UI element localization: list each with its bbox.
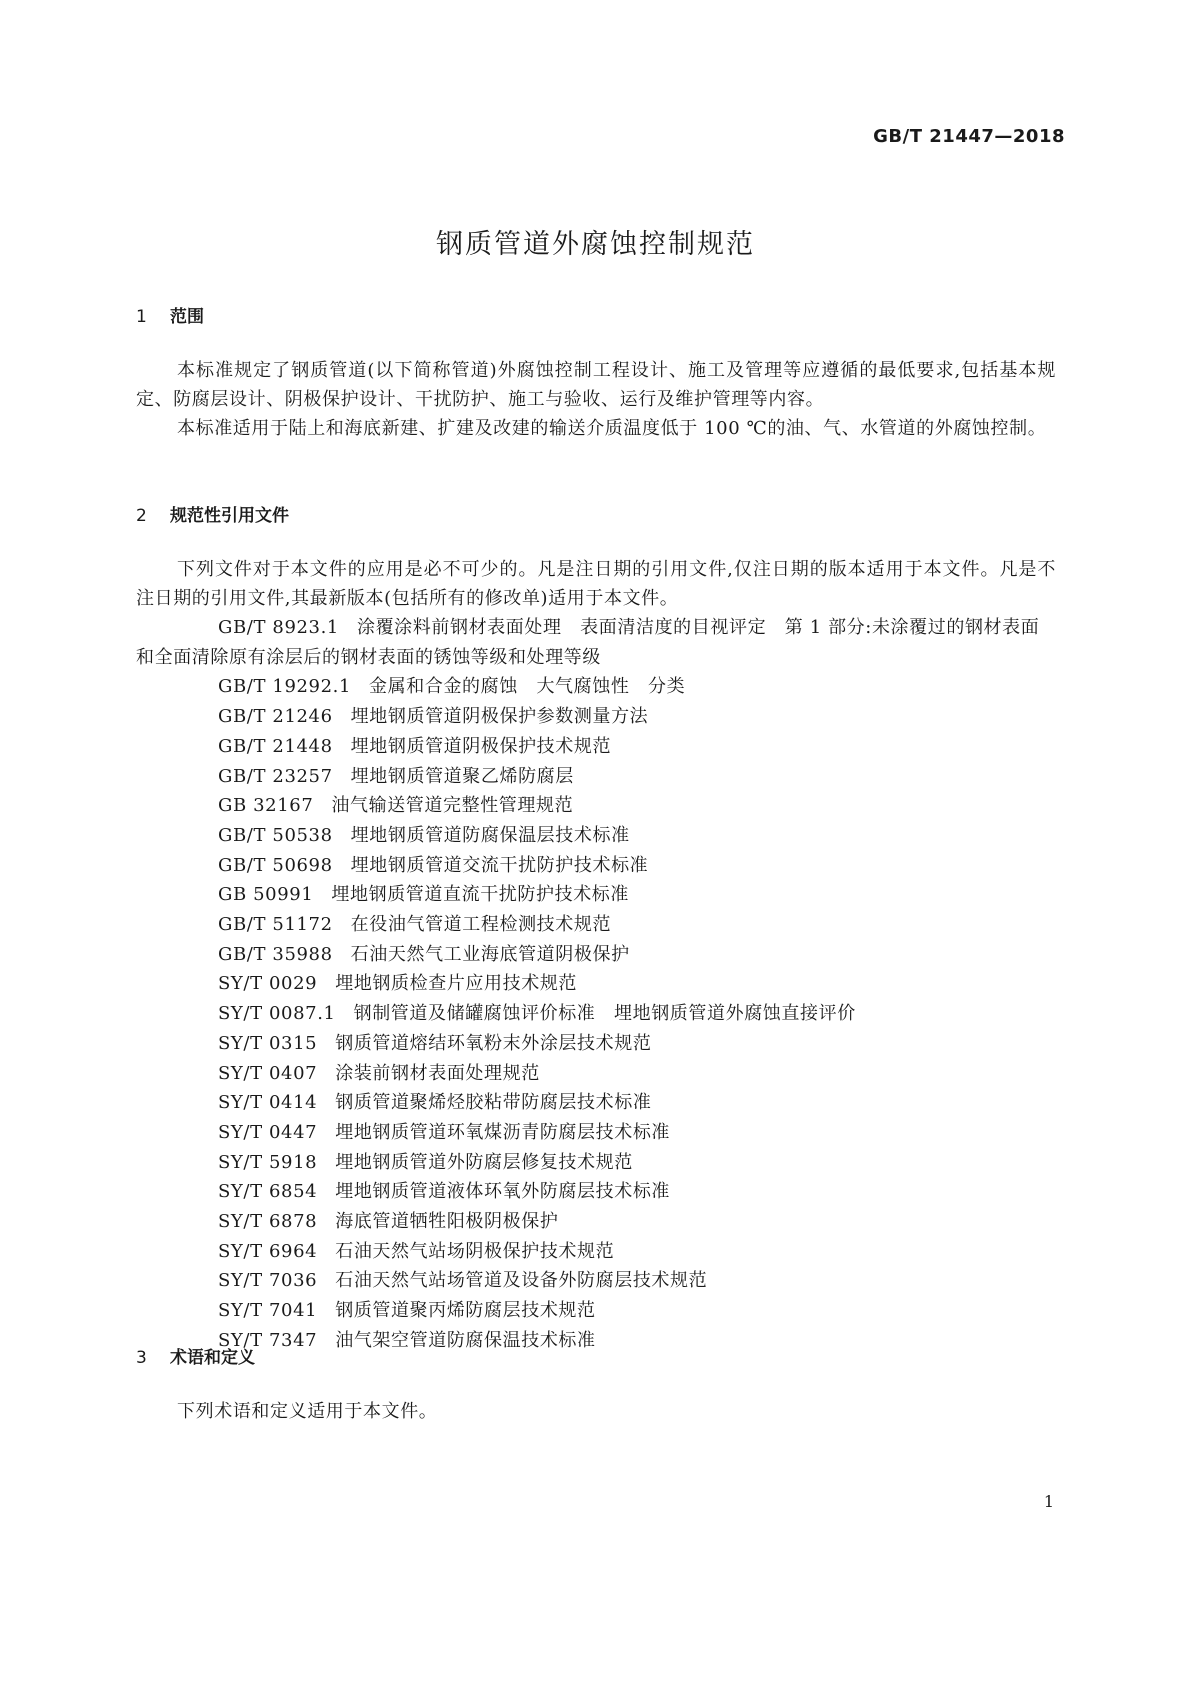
reference-title: 海底管道牺牲阳极阴极保护	[335, 1211, 559, 1233]
reference-item	[136, 1118, 1056, 1148]
reference-code: SY/T 7347	[218, 1329, 318, 1351]
reference-title: 钢制管道及储罐腐蚀评价标准 埋地钢质管道外腐蚀直接评价	[353, 1003, 856, 1025]
section-3-number: 3	[136, 1348, 147, 1368]
section-2-body	[136, 555, 1056, 1356]
section-2-paragraph-1: 下列文件对于本文件的应用是必不可少的。凡是注日期的引用文件,仅注日期的版本适用于本文件。凡是不注日期的引用文件,其最新版本(包括所有的修改单)适用于本文件。	[136, 559, 1056, 609]
page-number: 1	[1043, 1492, 1054, 1511]
reference-code: GB/T 51172	[218, 914, 333, 936]
section-2-title: 规范性引用文件	[170, 506, 289, 526]
reference-item	[136, 969, 1056, 999]
reference-item	[136, 940, 1056, 970]
reference-item	[136, 999, 1056, 1029]
section-1-paragraph-2: 本标准适用于陆上和海底新建、扩建及改建的输送介质温度低于 100 ℃的油、气、水管道的外腐蚀控制。	[177, 418, 1047, 439]
reference-code: GB 50991	[218, 884, 314, 906]
reference-item	[136, 1207, 1056, 1237]
section-1-heading	[136, 302, 204, 327]
reference-title: 油气输送管道完整性管理规范	[331, 795, 574, 817]
reference-code: GB/T 23257	[218, 765, 333, 787]
reference-code: SY/T 6878	[218, 1211, 318, 1233]
reference-title: 石油天然气站场阴极保护技术规范	[335, 1240, 615, 1262]
reference-title: 金属和合金的腐蚀 大气腐蚀性 分类	[369, 676, 686, 698]
reference-item	[136, 672, 1056, 702]
reference-code: SY/T 7041	[218, 1300, 318, 1322]
section-3-title: 术语和定义	[170, 1348, 255, 1368]
reference-title: 埋地钢质管道聚乙烯防腐层	[350, 765, 574, 787]
reference-title: 埋地钢质检查片应用技术规范	[335, 973, 578, 995]
reference-item	[136, 613, 1056, 672]
reference-item	[136, 1266, 1056, 1296]
section-2-number: 2	[136, 506, 147, 526]
normative-references-list	[136, 613, 1056, 1356]
section-1-number: 1	[136, 307, 147, 327]
section-1-paragraph-1: 本标准规定了钢质管道(以下简称管道)外腐蚀控制工程设计、施工及管理等应遵循的最低要求,包括基本规定、防腐层设计、阴极保护设计、干扰防护、施工与验收、运行及维护管理等内容。	[136, 360, 1056, 410]
reference-title: 钢质管道熔结环氧粉末外涂层技术规范	[335, 1032, 652, 1054]
reference-title: 埋地钢质管道液体环氧外防腐层技术标准	[335, 1181, 671, 1203]
reference-code: SY/T 0315	[218, 1032, 318, 1054]
reference-item	[136, 821, 1056, 851]
standard-code: GB/T 21447—2018	[873, 126, 1065, 147]
reference-code: GB/T 50538	[218, 824, 333, 846]
section-2-heading	[136, 501, 289, 526]
reference-title: 涂装前钢材表面处理规范	[335, 1062, 540, 1084]
reference-item	[136, 1059, 1056, 1089]
section-3-body	[136, 1397, 1056, 1426]
reference-item	[136, 702, 1056, 732]
reference-title: 埋地钢质管道阴极保护技术规范	[350, 735, 612, 757]
reference-title: 埋地钢质管道环氧煤沥青防腐层技术标准	[335, 1121, 671, 1143]
reference-code: GB/T 21448	[218, 735, 333, 757]
reference-title: 埋地钢质管道防腐保温层技术标准	[350, 824, 630, 846]
reference-title: 涂覆涂料前钢材表面处理 表面清洁度的目视评定 第 1 部分:未涂覆过的钢材表面和全面清除原有涂层后的钢材表面的锈蚀等级和处理等级	[136, 617, 1040, 668]
reference-code: SY/T 6964	[218, 1240, 318, 1262]
reference-item	[136, 1326, 1056, 1356]
reference-title: 埋地钢质管道直流干扰防护技术标准	[331, 884, 629, 906]
section-3-heading	[136, 1343, 255, 1368]
reference-code: SY/T 0447	[218, 1121, 318, 1143]
reference-title: 在役油气管道工程检测技术规范	[350, 914, 612, 936]
reference-code: SY/T 0407	[218, 1062, 318, 1084]
reference-code: GB/T 21246	[218, 706, 333, 728]
reference-code: SY/T 6854	[218, 1181, 318, 1203]
reference-item	[136, 910, 1056, 940]
reference-code: SY/T 5918	[218, 1151, 318, 1173]
reference-title: 石油天然气工业海底管道阴极保护	[350, 943, 630, 965]
reference-title: 埋地钢质管道外防腐层修复技术规范	[335, 1151, 633, 1173]
reference-item	[136, 880, 1056, 910]
reference-item	[136, 1237, 1056, 1267]
document-title: 钢质管道外腐蚀控制规范	[436, 229, 755, 260]
reference-title: 埋地钢质管道交流干扰防护技术标准	[350, 854, 649, 876]
reference-item	[136, 1148, 1056, 1178]
reference-item	[136, 1088, 1056, 1118]
reference-item	[136, 851, 1056, 881]
section-1-body	[136, 356, 1056, 443]
reference-item	[136, 762, 1056, 792]
reference-item	[136, 1177, 1056, 1207]
reference-title: 石油天然气站场管道及设备外防腐层技术规范	[335, 1270, 708, 1292]
reference-title: 埋地钢质管道阴极保护参数测量方法	[350, 706, 649, 728]
reference-code: GB 32167	[218, 795, 314, 817]
reference-item	[136, 732, 1056, 762]
reference-code: GB/T 50698	[218, 854, 333, 876]
reference-code: GB/T 8923.1	[218, 617, 339, 638]
reference-title: 钢质管道聚丙烯防腐层技术规范	[335, 1300, 596, 1322]
reference-code: SY/T 0414	[218, 1092, 318, 1114]
reference-item	[136, 1296, 1056, 1326]
reference-title: 钢质管道聚烯烃胶粘带防腐层技术标准	[335, 1092, 652, 1114]
reference-code: SY/T 0087.1	[218, 1003, 336, 1025]
reference-title: 油气架空管道防腐保温技术标准	[335, 1329, 596, 1351]
reference-code: GB/T 19292.1	[218, 676, 352, 698]
section-3-paragraph-1: 下列术语和定义适用于本文件。	[177, 1401, 438, 1422]
reference-code: GB/T 35988	[218, 943, 333, 965]
reference-code: SY/T 0029	[218, 973, 318, 995]
reference-item	[136, 791, 1056, 821]
reference-item	[136, 1029, 1056, 1059]
section-1-title: 范围	[170, 307, 204, 327]
reference-code: SY/T 7036	[218, 1270, 318, 1292]
